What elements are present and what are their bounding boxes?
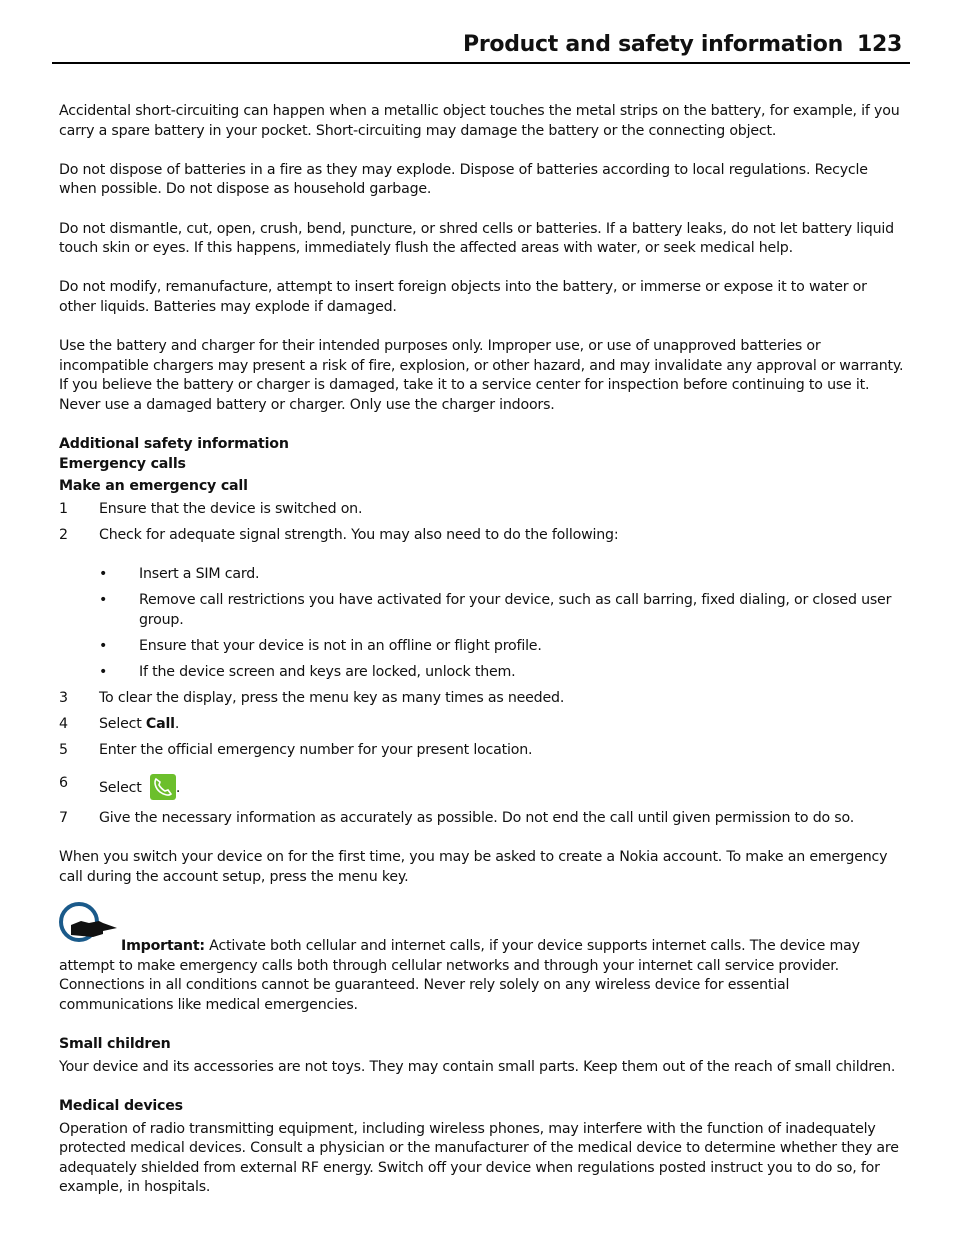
bullet-text: Insert a SIM card. xyxy=(139,566,260,583)
step-text: To clear the display, press the menu key as many times as needed. xyxy=(99,690,565,707)
bullet-text: If the device screen and keys are locked, unlock them. xyxy=(139,664,516,681)
important-note xyxy=(59,937,905,1015)
step-text xyxy=(99,526,905,683)
bullet-text: Remove call restrictions you have activated for your device, such as call barring, fixed dialing, or closed user group. xyxy=(139,592,892,628)
important-hand-icon xyxy=(59,901,117,943)
paragraph-dismantle: Do not dismantle, cut, open, crush, bend, puncture, or shred cells or batteries. If a battery leaks, do not let battery liquid touch skin or eyes. If this happens, immediately flush the affected areas with water, or seek medical help. xyxy=(59,220,894,257)
bullet-symbol: • xyxy=(99,592,108,609)
step-text: Enter the official emergency number for your present location. xyxy=(99,742,533,759)
heading-emergency-calls: Emergency calls xyxy=(59,455,186,472)
step-number: 5 xyxy=(59,742,68,759)
page-content xyxy=(59,102,905,1218)
paragraph-nokia-account: When you switch your device on for the first time, you may be asked to create a Nokia account. To make an emergency call during the account setup, press the menu key. xyxy=(59,849,888,885)
step-number: 7 xyxy=(59,809,68,826)
step-text-before: Select xyxy=(99,779,146,796)
paragraph-modify: Do not modify, remanufacture, attempt to insert foreign objects into the battery, or immerse or expose it to water or other liquids. Batteries may explode if damaged. xyxy=(59,279,867,315)
bullet-symbol: • xyxy=(99,664,108,681)
heading-small-children: Small children xyxy=(59,1036,171,1053)
step-item xyxy=(59,809,905,829)
paragraph-medical-devices: Operation of radio transmitting equipment, including wireless phones, may interfere with the function of inadequately protected medical devices. Consult a physician or the manufacturer of the medical device to determine whether they are adequately shielded from external RF energy. Switch off your device when regulations posted instruct you to do so, for example, in hospitals. xyxy=(59,1120,899,1196)
paragraph-small-children: Your device and its accessories are not toys. They may contain small parts. Keep them out of the reach of small children. xyxy=(59,1058,896,1075)
step-number: 1 xyxy=(59,500,68,517)
step-text: Give the necessary information as accurately as possible. Do not end the call until given permission to do so. xyxy=(99,809,855,826)
bullet-symbol: • xyxy=(99,566,108,583)
bullet-symbol: • xyxy=(99,637,108,654)
bullet-item xyxy=(59,663,905,683)
step-number: 2 xyxy=(59,526,68,543)
bullet-text: Ensure that your device is not in an offline or flight profile. xyxy=(139,637,542,654)
paragraph-short-circuit: Accidental short-circuiting can happen when a metallic object touches the metal strips on the battery, for example, if you carry a spare battery in your pocket. Short-circuiting may damage the battery or the connecting object. xyxy=(59,103,900,139)
step-text-after: . xyxy=(175,779,181,796)
step-number: 6 xyxy=(59,774,68,791)
step-text xyxy=(99,774,905,800)
header-text xyxy=(463,32,902,57)
important-label: Important: xyxy=(121,938,205,955)
bullet-item xyxy=(59,565,905,585)
heading-additional-safety: Additional safety information xyxy=(59,436,289,453)
step-item xyxy=(59,715,905,735)
step-text-after: . xyxy=(174,716,180,733)
step-number: 4 xyxy=(59,716,68,733)
call-label: Call xyxy=(145,716,175,733)
step-text: Ensure that the device is switched on. xyxy=(99,500,363,517)
step-item xyxy=(59,774,905,800)
heading-medical-devices: Medical devices xyxy=(59,1098,183,1115)
step-item xyxy=(59,526,905,683)
paragraph-intended-use: Use the battery and charger for their intended purposes only. Improper use, or use of unapproved batteries or incompatible chargers may present a risk of fire, explosion, or other hazard, and may invalidate any approval or warranty. If you believe the battery or charger is damaged, take it to a service center for inspection before continuing to use it. Never use a damaged battery or charger. Only use the charger indoors. xyxy=(59,338,904,413)
steps-list xyxy=(59,500,905,829)
page-header xyxy=(52,28,910,64)
paragraph-dispose: Do not dispose of batteries in a fire as they may explode. Dispose of batteries according to local regulations. Recycle when possible. Do not dispose as household garbage. xyxy=(59,161,868,198)
step-text-main: Check for adequate signal strength. You may also need to do the following: xyxy=(99,526,619,543)
important-text: Activate both cellular and internet calls, if your device supports internet calls. The device may attempt to make emergency calls both through cellular networks and through your internet call service provider. Connections in all conditions cannot be guaranteed. Never rely solely on any wireless device for essential communications like medical emergencies. xyxy=(59,938,860,1014)
bullet-item xyxy=(59,637,905,657)
page-number: 123 xyxy=(856,32,902,57)
bullet-item xyxy=(59,591,905,630)
call-icon xyxy=(150,774,176,800)
heading-make-emergency-call: Make an emergency call xyxy=(59,478,248,495)
step-item xyxy=(59,500,905,520)
step-text-before: Select xyxy=(99,716,146,733)
step-number: 3 xyxy=(59,690,68,707)
step-item xyxy=(59,741,905,761)
step-item xyxy=(59,689,905,709)
step-text xyxy=(99,715,905,735)
header-title: Product and safety information xyxy=(463,32,843,57)
bullet-list xyxy=(59,565,905,682)
